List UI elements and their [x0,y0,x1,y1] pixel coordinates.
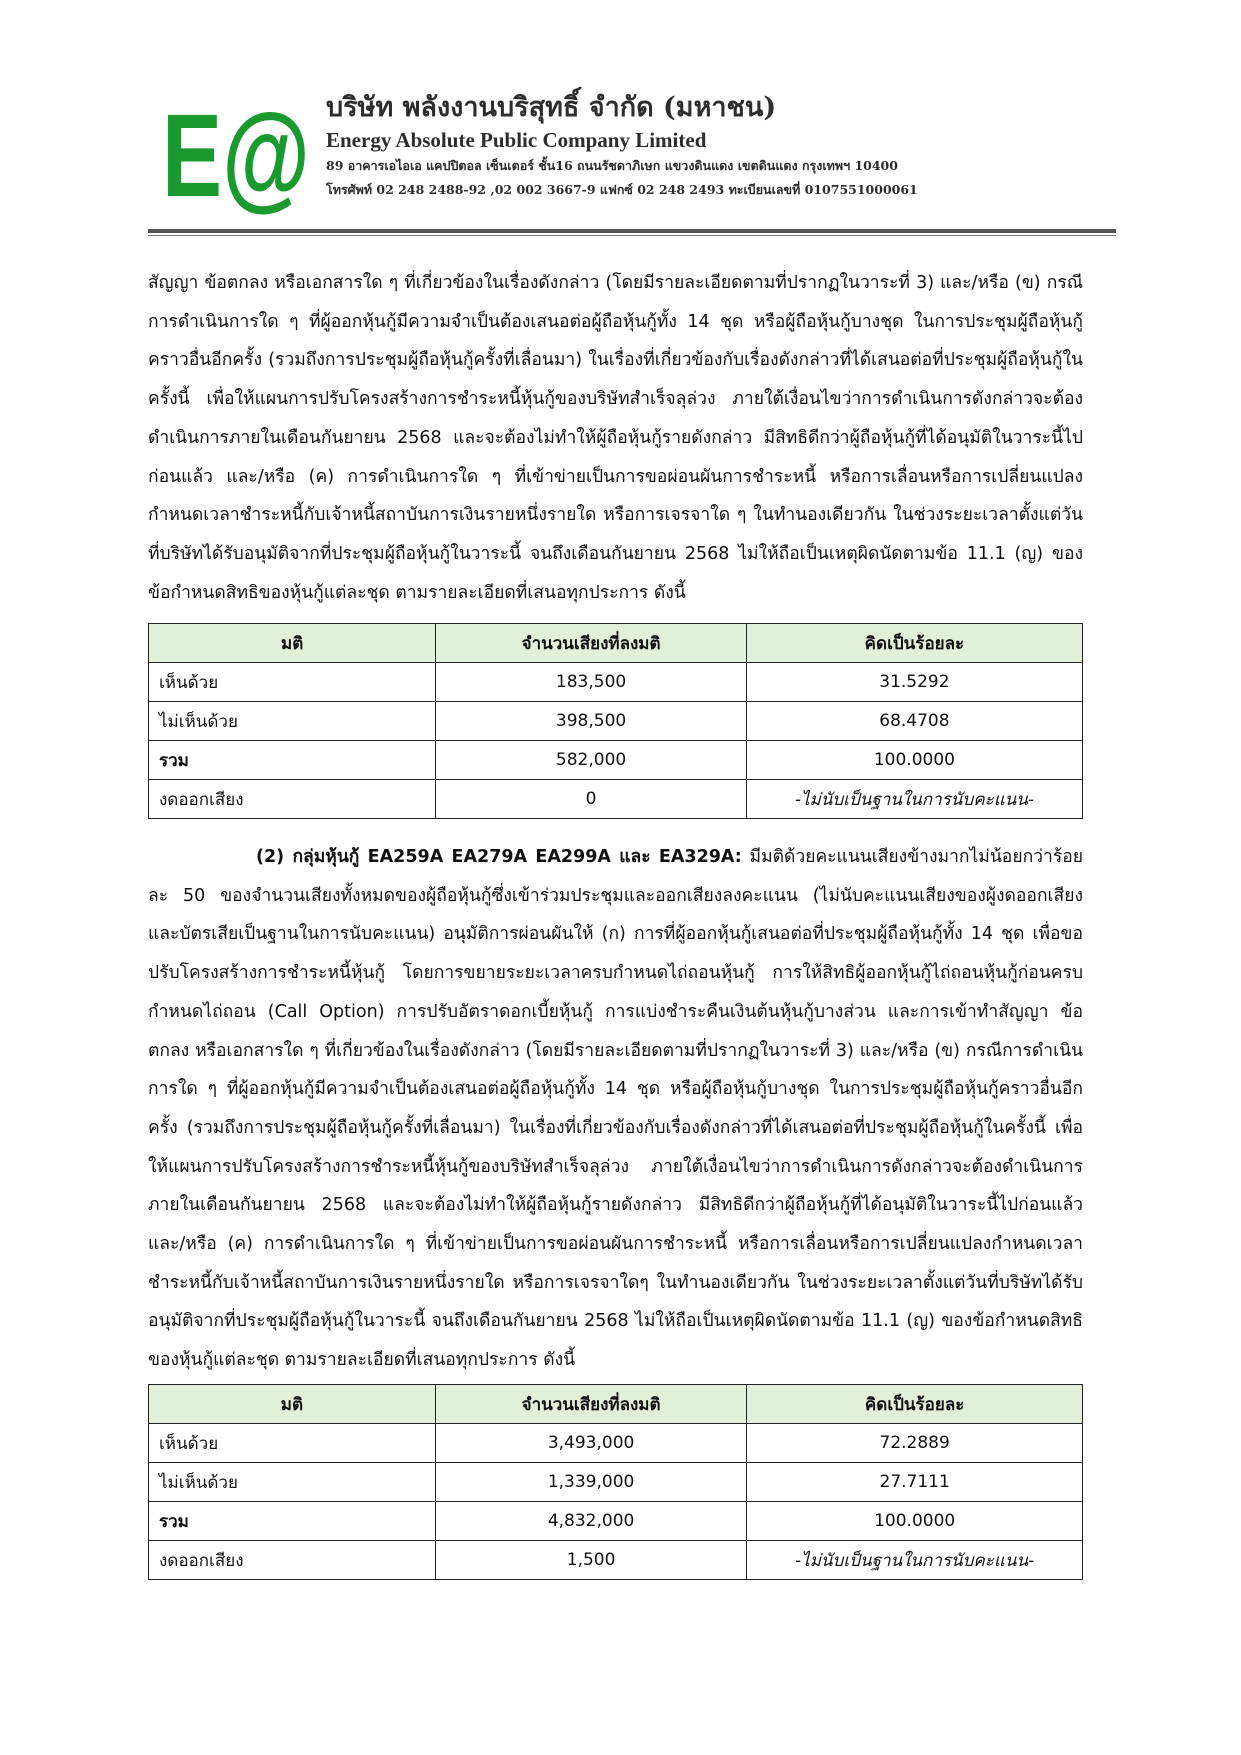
header-divider [148,229,1116,233]
cell-percentage: 100.0000 [746,741,1082,780]
group-body: มีมติด้วยคะแนนเสียงข้างมากไม่น้อยกว่าร้อยละ 50 ของจำนวนเสียงทั้งหมดของผู้ถือหุ้นกู้ซึ่งเข้าร่วมประชุมและออกเสียงลงคะแนน (ไม่นับคะแนนเสียงของผู้งดออกเสียงและบัตรเสียเป็นฐานในการนับคะแนน) อนุมัติการผ่อนผันให้ (ก) การที่ผู้ออกหุ้นกู้เสนอต่อที่ประชุมผู้ถือหุ้นกู้ทั้ง 14 ชุด เพื่อขอปรับโครงสร้างการชำระหนี้หุ้นกู้ โดยการขยายระยะเวลาครบกำหนดไถ่ถอนหุ้นกู้ การให้สิทธิผู้ออกหุ้นกู้ไถ่ถอนหุ้นกู้ก่อนครบกำหนดไถ่ถอน (Call Option) การปรับอัตราดอกเบี้ยหุ้นกู้ การแบ่งชำระคืนเงินต้นหุ้นกู้บางส่วน และการเข้าทำสัญญา ข้อตกลง หรือเอกสารใด ๆ ที่เกี่ยวข้องในเรื่องดังกล่าว (โดยมีรายละเอียดตามที่ปรากฏในวาระที่ 3) และ/หรือ (ข) กรณีการดำเนินการใด ๆ ที่ผู้ออกหุ้นกู้มีความจำเป็นต้องเสนอต่อผู้ถือหุ้นกู้ทั้ง 14 ชุด หรือผู้ถือหุ้นกู้บางชุด ในการประชุมผู้ถือหุ้นกู้คราวอื่นอีกครั้ง (รวมถึงการประชุมผู้ถือหุ้นกู้ครั้งที่เลื่อนมา) ในเรื่องที่เกี่ยวข้องกับเรื่องดังกล่าวที่ได้เสนอต่อที่ประชุมผู้ถือหุ้นกู้ในครั้งนี้ เพื่อให้แผนการปรับโครงสร้างการชำระหนี้หุ้นกู้ของบริษัทสำเร็จลุล่วง ภายใต้เงื่อนไขว่าการดำเนินการดังกล่าวจะต้องดำเนินการภายในเดือนกันยายน 2568 และจะต้องไม่ทำให้ผู้ถือหุ้นกู้รายดังกล่าว มีสิทธิดีกว่าผู้ถือหุ้นกู้ที่ได้อนุมัติในวาระนี้ไปก่อนแล้ว และ/หรือ (ค) การดำเนินการใด ๆ ที่เข้าข่ายเป็นการขอผ่อนผันการชำระหนี้ หรือการเลื่อนหรือการเปลี่ยนแปลงกำหนดเวลาชำระหนี้กับเจ้าหนี้สถาบันการเงินรายหนึ่งรายใด หรือการเจรจาใดๆ ในทำนองเดียวกัน ในช่วงระยะเวลาตั้งแต่วันที่บริษัทได้รับอนุมัติจากที่ประชุมผู้ถือหุ้นกู้ในวาระนี้ จนถึงเดือนกันยายน 2568 ไม่ให้ถือเป็นเหตุผิดนัดตามข้อ 11.1 (ญ) ของข้อกำหนดสิทธิของหุ้นกู้แต่ละชุด ตามรายละเอียดที่เสนอทุกประการ ดังนี้ [148,847,1083,1371]
letterhead-text [326,90,1126,202]
company-logo [162,90,312,222]
cell-votes: 1,500 [435,1541,746,1580]
cell-resolution: งดออกเสียง [149,780,436,819]
cell-votes: 398,500 [436,702,747,741]
logo-text: E@ [162,90,310,222]
header-votes: จำนวนเสียงที่ลงมติ [435,1385,746,1424]
header-votes: จำนวนเสียงที่ลงมติ [436,624,747,663]
table-row [149,780,1083,819]
cell-votes: 3,493,000 [435,1424,746,1463]
cell-votes: 4,832,000 [435,1502,746,1541]
header-resolution: มติ [149,1385,436,1424]
cell-resolution: รวม [149,741,436,780]
cell-votes: 183,500 [436,663,747,702]
table-row [149,1424,1083,1463]
cell-percentage: 72.2889 [747,1424,1083,1463]
header-divider-thin [148,235,1116,236]
vote-table-1 [148,623,1083,819]
table-header-row [149,1385,1083,1424]
cell-resolution: ไม่เห็นด้วย [149,1463,436,1502]
cell-percentage: -ไม่นับเป็นฐานในการนับคะแนน- [747,1541,1083,1580]
cell-percentage: 100.0000 [747,1502,1083,1541]
cell-votes: 582,000 [436,741,747,780]
table-header-row [149,624,1083,663]
company-name-thai: บริษัท พลังงานบริสุทธิ์ จำกัด (มหาชน) [326,92,777,123]
paragraph-group-2 [148,838,1083,1380]
header-percentage: คิดเป็นร้อยละ [747,1385,1083,1424]
cell-resolution: รวม [149,1502,436,1541]
cell-percentage: -ไม่นับเป็นฐานในการนับคะแนน- [746,780,1082,819]
table-row-total [149,1502,1083,1541]
cell-percentage: 68.4708 [746,702,1082,741]
header-percentage: คิดเป็นร้อยละ [746,624,1082,663]
cell-resolution: ไม่เห็นด้วย [149,702,436,741]
cell-percentage: 31.5292 [746,663,1082,702]
table-row [149,663,1083,702]
group-heading: (2) กลุ่มหุ้นกู้ EA259A EA279A EA299A และ EA329A: [256,847,742,867]
company-name-english: Energy Absolute Public Company Limited [326,128,707,152]
paragraph-continued: สัญญา ข้อตกลง หรือเอกสารใด ๆ ที่เกี่ยวข้องในเรื่องดังกล่าว (โดยมีรายละเอียดตามที่ปรากฏในวาระที่ 3) และ/หรือ (ข) กรณีการดำเนินการใด ๆ ที่ผู้ออกหุ้นกู้มีความจำเป็นต้องเสนอต่อผู้ถือหุ้นกู้ทั้ง 14 ชุด หรือผู้ถือหุ้นกู้บางชุด ในการประชุมผู้ถือหุ้นกู้คราวอื่นอีกครั้ง (รวมถึงการประชุมผู้ถือหุ้นกู้ครั้งที่เลื่อนมา) ในเรื่องที่เกี่ยวข้องกับเรื่องดังกล่าวที่ได้เสนอต่อที่ประชุมผู้ถือหุ้นกู้ในครั้งนี้ เพื่อให้แผนการปรับโครงสร้างการชำระหนี้หุ้นกู้ของบริษัทสำเร็จลุล่วง ภายใต้เงื่อนไขว่าการดำเนินการดังกล่าวจะต้องดำเนินการภายในเดือนกันยายน 2568 และจะต้องไม่ทำให้ผู้ถือหุ้นกู้รายดังกล่าว มีสิทธิดีกว่าผู้ถือหุ้นกู้ที่ได้อนุมัติในวาระนี้ไปก่อนแล้ว และ/หรือ (ค) การดำเนินการใด ๆ ที่เข้าข่ายเป็นการขอผ่อนผันการชำระหนี้ หรือการเลื่อนหรือการเปลี่ยนแปลงกำหนดเวลาชำระหนี้กับเจ้าหนี้สถาบันการเงินรายหนึ่งรายใด หรือการเจรจาใด ๆ ในทำนองเดียวกัน ในช่วงระยะเวลาตั้งแต่วันที่บริษัทได้รับอนุมัติจากที่ประชุมผู้ถือหุ้นกู้ในวาระนี้ จนถึงเดือนกันยายน 2568 ไม่ให้ถือเป็นเหตุผิดนัดตามข้อ 11.1 (ญ) ของข้อกำหนดสิทธิของหุ้นกู้แต่ละชุด ตามรายละเอียดที่เสนอทุกประการ ดังนี้ [148,273,1083,603]
vote-table-2 [148,1384,1083,1580]
company-contact: โทรศัพท์ 02 248 2488-92 ,02 002 3667-9 แฟกซ์ 02 248 2493 ทะเบียนเลขที่ 0107551000061 [326,182,918,197]
company-address: 89 อาคารเอไอเอ แคปปิตอล เซ็นเตอร์ ชั้น16 ถนนรัชดาภิเษก แขวงดินแดง เขตดินแดง กรุงเทพฯ 10400 [326,158,898,173]
cell-votes: 0 [436,780,747,819]
table-row [149,702,1083,741]
cell-percentage: 27.7111 [747,1463,1083,1502]
cell-resolution: เห็นด้วย [149,1424,436,1463]
header-resolution: มติ [149,624,436,663]
table-row-total [149,741,1083,780]
table-row [149,1541,1083,1580]
cell-votes: 1,339,000 [435,1463,746,1502]
cell-resolution: งดออกเสียง [149,1541,436,1580]
letterhead [150,90,1130,220]
cell-resolution: เห็นด้วย [149,663,436,702]
table-row [149,1463,1083,1502]
